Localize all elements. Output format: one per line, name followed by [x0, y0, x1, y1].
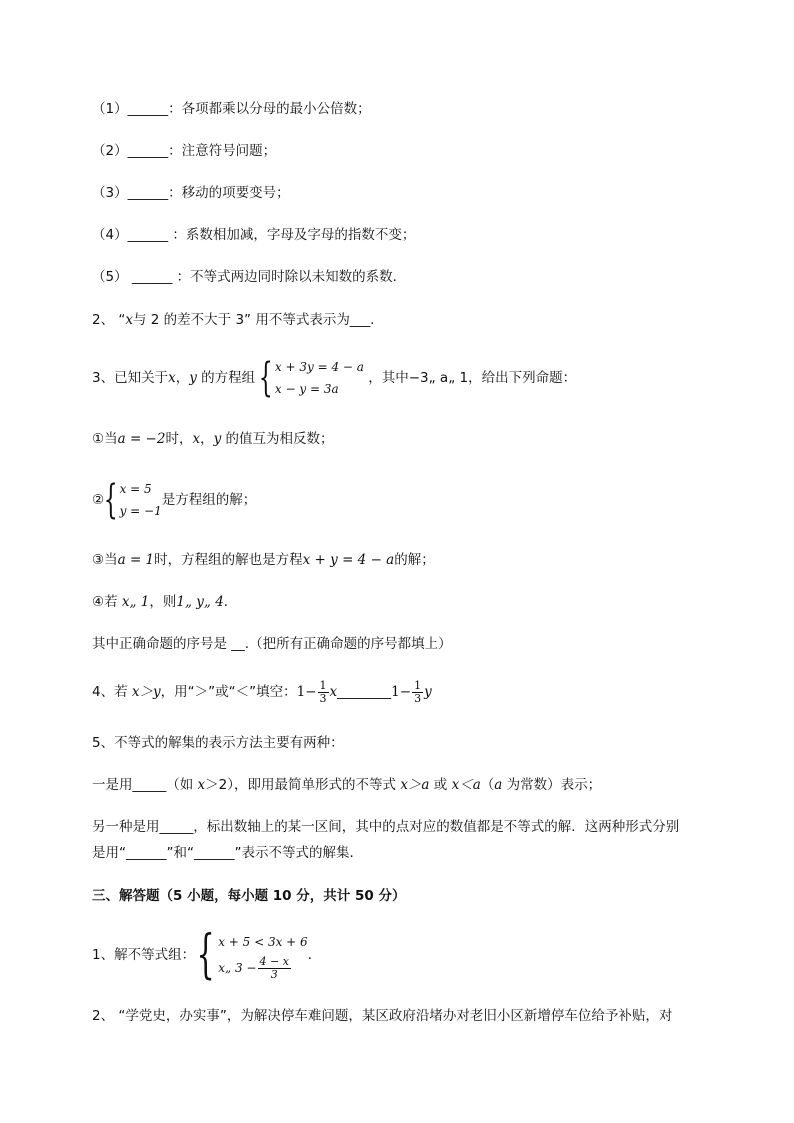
s3q1-eq1: x + 5 < 3x + 6 [218, 935, 308, 949]
brace-icon: { [196, 925, 215, 985]
q5-l1a: 一是用_____（如 [92, 777, 198, 793]
q2-var: x [125, 312, 133, 328]
q5-l1e: x＜a [451, 777, 481, 793]
q4-left-var: x [329, 684, 338, 700]
q4-right-var: y [424, 684, 432, 700]
question-5-line2 [92, 817, 679, 837]
fill-item-label: （1）______： [92, 101, 182, 117]
fill-item-5 [92, 267, 406, 287]
p1-x: x [192, 431, 201, 447]
frac-den: 3 [270, 967, 278, 981]
question-5-line3 [92, 843, 363, 863]
fill-item-text: 系数相加减，字母及字母的指数不变； [185, 227, 416, 243]
p4-cond: x„ 1 [121, 594, 150, 610]
p4-pre: ④若 [92, 594, 122, 610]
question-3 [92, 356, 576, 400]
q3-question: 其中正确命题的序号是 __.（把所有正确命题的序号都填上） [92, 636, 452, 652]
fill-item-label: （3）______： [92, 185, 182, 201]
s3q2-text: 2、 “学党史，办实事”，为解决停车难问题，某区政府沿堵办对老旧小区新增停车位给予补贴，对 [92, 1008, 673, 1024]
proposition-4 [92, 592, 237, 612]
p3-eq: x + y = 4 − a [302, 552, 395, 568]
fill-item-label: （2）______： [92, 143, 182, 159]
q2-prefix: 2、 “ [92, 312, 126, 328]
section3-heading: 三、解答题（5 小题，每小题 10 分，共计 50 分） [92, 888, 406, 904]
p4-res: 1„ y„ 4 [176, 594, 224, 610]
equation-system [259, 356, 363, 400]
q4-blank: ________ [337, 684, 392, 700]
fill-item-2 [92, 141, 276, 161]
frac-num: 1 [319, 678, 327, 692]
q3-y: y [189, 370, 197, 386]
frac-den: 3 [414, 691, 422, 705]
p2-pre: ② [92, 492, 105, 508]
fraction-one-third [412, 680, 423, 705]
fill-item-label: （5） ______ ： [92, 269, 191, 285]
p2-eq1: x = 5 [119, 482, 152, 496]
question-5-line1 [92, 775, 601, 795]
q5-l1b: ＞2），即用最简单形式的不等式 [205, 777, 401, 793]
q3-comma: ， [175, 370, 190, 386]
system-eq2: x − y = 3a [274, 382, 339, 396]
q5-l1ex: x [197, 777, 206, 793]
q5-l1h: 为常数）表示； [502, 777, 602, 793]
frac-den: 3 [319, 691, 327, 705]
p2-end: 是方程组的解； [161, 492, 257, 508]
q5-l1f: （ [480, 777, 495, 793]
fill-item-1 [92, 99, 371, 119]
p1-post: 时， [165, 431, 193, 447]
question-3-prompt [92, 634, 452, 654]
p3-pre: ③当 [92, 552, 118, 568]
fill-item-text: 不等式两边同时除以未知数的系数． [190, 269, 407, 285]
solution-system [104, 478, 162, 522]
fill-item-3 [92, 183, 290, 203]
p4-mid: ，则 [149, 594, 177, 610]
inequality-system [195, 925, 308, 985]
s3q1-eq2-left: x„ 3 − [218, 961, 257, 975]
q5-l1g: a [494, 777, 503, 793]
q4-mid: ，用“＞”或“＜”填空： [160, 684, 297, 700]
q4-pre: 4、若 [92, 684, 132, 700]
p3-mid: 时，方程组的解也是方程 [154, 552, 303, 568]
p3-end: 的解； [394, 552, 435, 568]
q3-mid: 的方程组 [196, 370, 256, 386]
question-5-intro [92, 733, 344, 753]
fill-item-text: 移动的项要变号； [181, 185, 290, 201]
section3-question-2 [92, 1006, 672, 1026]
q5-l2: 另一种是用_____，标出数轴上的某一区间，其中的点对应的数值都是不等式的解．这两种形式分别 [92, 819, 680, 835]
brace-icon: { [259, 355, 274, 401]
q3-suffix: ，其中−3„ a„ 1，给出下列命题： [368, 370, 577, 386]
fill-item-text: 注意符号问题； [181, 143, 277, 159]
q5-l1c: x＞a [400, 777, 430, 793]
frac-num: 4 − x [259, 954, 289, 968]
proposition-1 [92, 429, 334, 449]
p3-cond: a = 1 [117, 552, 155, 568]
p2-eq2: y = −1 [119, 504, 162, 518]
p1-pre: ①当 [92, 431, 118, 447]
p1-comma: ， [200, 431, 214, 447]
fill-item-4 [92, 225, 415, 245]
proposition-3 [92, 550, 435, 570]
section-heading [92, 886, 405, 906]
p4-end: ． [223, 594, 238, 610]
question-2 [92, 310, 374, 330]
frac-num: 1 [414, 678, 422, 692]
proposition-2 [92, 478, 256, 522]
section3-question-1 [92, 925, 322, 985]
p1-y: y [213, 431, 222, 447]
fill-item-label: （4）______ ： [92, 227, 186, 243]
system-eq1: x + 3y = 4 − a [274, 360, 364, 374]
fill-item-text: 各项都乘以分母的最小公倍数； [181, 101, 371, 117]
q5-intro: 5、不等式的解集的表示方法主要有两种： [92, 735, 344, 751]
q2-text: 与 2 的差不大于 3” 用不等式表示为___. [133, 312, 375, 328]
q4-cond: x＞y [131, 684, 161, 700]
p1-end: 的值互为相反数； [221, 431, 334, 447]
s3q1-end: ． [307, 947, 322, 963]
q5-l1d: 或 [429, 777, 452, 793]
q3-prefix: 3、已知关于 [92, 370, 169, 386]
q4-right-whole: 1− [391, 684, 412, 700]
brace-icon: { [103, 477, 118, 523]
q5-l3: 是用“______”和“______”表示不等式的解集． [92, 845, 363, 861]
q4-left-whole: 1− [296, 684, 317, 700]
fraction-one-third [318, 680, 329, 705]
s3q1-pre: 1、解不等式组： [92, 947, 196, 963]
fraction [258, 956, 291, 981]
question-4 [92, 676, 432, 708]
p1-cond: a = −2 [117, 431, 166, 447]
q3-x: x [168, 370, 176, 386]
